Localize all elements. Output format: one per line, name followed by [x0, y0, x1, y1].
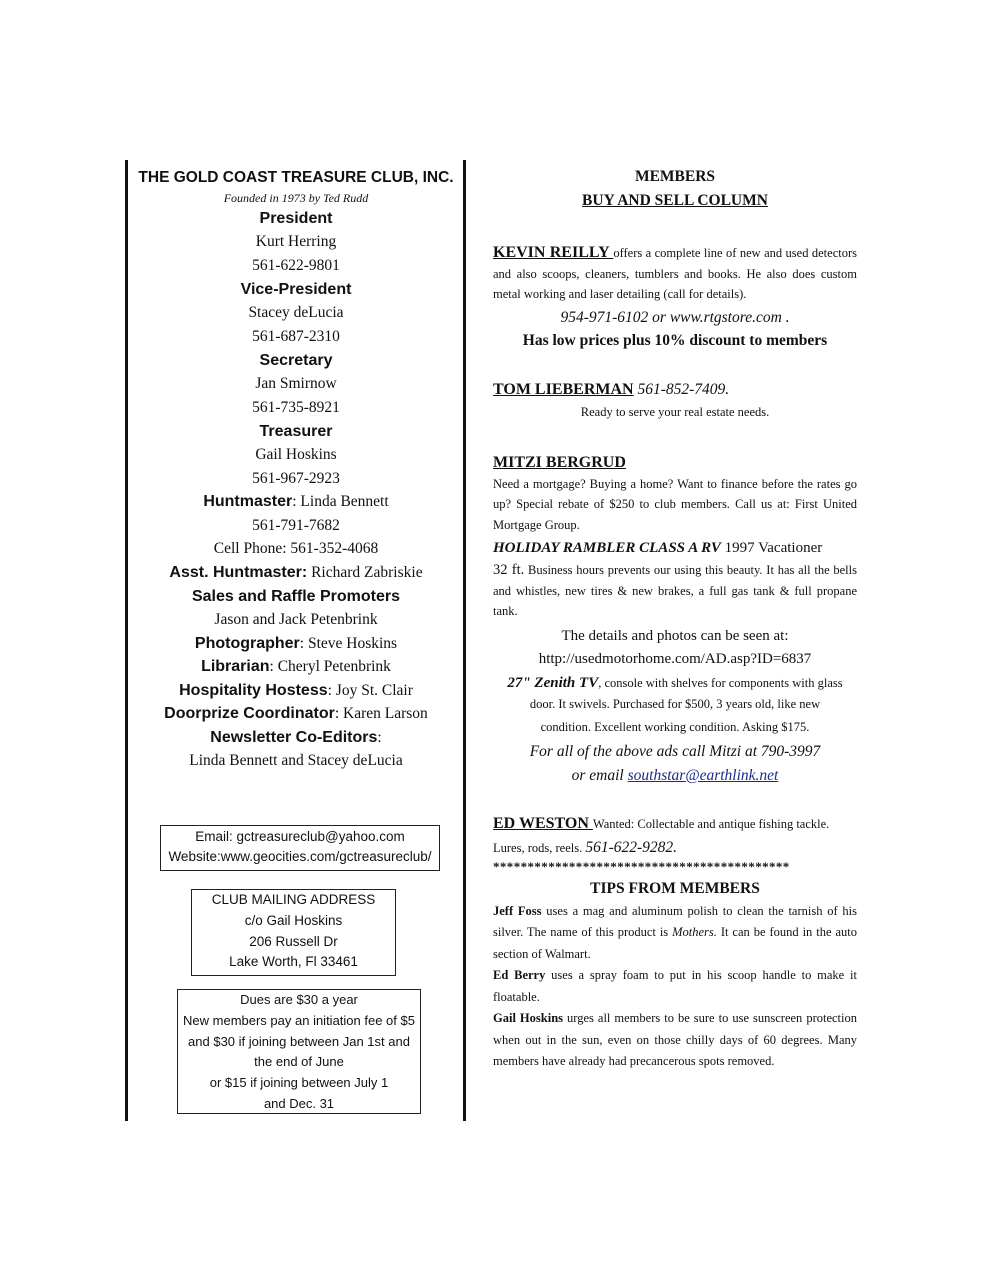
sales-label: Sales and Raffle Promoters — [191, 588, 401, 605]
mailing-line3: Lake Worth, Fl 33461 — [229, 954, 358, 970]
ad-rv-details2: http://usedmotorhome.com/AD.asp?ID=6837 — [538, 650, 812, 667]
dues-line2: New members pay an initiation fee of $5 — [183, 1012, 415, 1028]
ad-rv-size: 32 ft. — [493, 562, 525, 578]
ad-rv-body: Business hours prevents our using this beauty. It has all the bells and whistles, new tires & new brakes, a full gas tank & full propane tank. — [493, 563, 857, 618]
ad-lieberman-text: Ready to serve your real estate needs. — [580, 404, 770, 419]
ad-rv-details1: The details and photos can be seen at: — [561, 627, 789, 644]
newsletter-names: Linda Bennett and Stacey deLucia — [189, 752, 403, 769]
ad-lieberman-phone: 561-852-7409. — [633, 380, 730, 398]
ad-bergrud-text: Need a mortgage? Buying a home? Want to finance before the rates go up? Special rebate of $250 to club members. Call us at: First United Mortgage Group. — [493, 476, 857, 532]
librarian-name: : Cheryl Petenbrink — [269, 658, 391, 675]
ad-lieberman-name: TOM LIEBERMAN — [493, 380, 634, 398]
secretary-phone: 561-735-8921 — [252, 398, 340, 416]
ad-tv-line1 — [493, 672, 857, 694]
president-phone: 561-622-9801 — [252, 256, 340, 274]
ad-rv-title: HOLIDAY RAMBLER CLASS A RV — [493, 540, 721, 556]
mailing-line1: c/o Gail Hoskins — [244, 912, 343, 928]
treasurer-name: Gail Hoskins — [255, 446, 337, 463]
ad-weston-text2: Lures, rods, reels. — [493, 840, 586, 855]
photographer-name: : Steve Hoskins — [299, 634, 398, 652]
ad-mitzi-email-line — [493, 764, 857, 788]
hospitality-label: Hospitality Hostess — [179, 681, 328, 699]
treasurer-phone: 561-967-2923 — [252, 469, 340, 487]
doorprize-label: Doorprize Coordinator — [164, 705, 335, 722]
ad-reilly-discount: Has low prices plus 10% discount to members — [522, 331, 828, 349]
ad-mitzi-call: For all of the above ads call Mitzi at 790-3997 — [529, 742, 821, 760]
ad-reilly-text: offers a complete line of new and used detectors and also scoops, cleaners, tumblers and books. He also does custom metal working and laser detailing (call for details). — [493, 246, 857, 301]
mailing-line2: 206 Russell Dr — [249, 933, 338, 949]
tip-foss-product: Mothers. — [672, 925, 717, 939]
ad-weston-text: Wanted: Collectable and antique fishing tackle. — [592, 816, 830, 831]
stars-divider: ******************************************* — [493, 858, 790, 874]
mailing-address-box — [191, 889, 396, 976]
tip-berry-text: uses a spray foam to put in his scoop handle to make it floatable. — [493, 968, 857, 1004]
ad-tv-text3: condition. Excellent working condition. Asking $175. — [540, 719, 810, 734]
newsletter-colon: : — [377, 728, 382, 746]
tip-foss-text-b: It can be found in the auto section of Walmart. — [493, 925, 857, 961]
contact-website: Website:www.geocities.com/gctreasureclub/ — [168, 849, 432, 864]
tip-foss-text-a: uses a mag and aluminum polish to clean the tarnish of his silver. The name of this product is — [493, 903, 857, 939]
ad-bergrud-name: MITZI BERGRUD — [493, 453, 626, 471]
ad-rv-year: 1997 Vacationer — [720, 540, 823, 556]
president-name: Kurt Herring — [255, 233, 337, 250]
dues-line5: or $15 if joining between July 1 — [209, 1075, 389, 1091]
club-title: THE GOLD COAST TREASURE CLUB, INC. — [138, 169, 454, 186]
officers-column — [130, 165, 462, 773]
tip-hoskins-text: urges all members to be sure to use sunscreen protection when out in the sun, even on those chilly days of 60 degrees. Many members have already had precancerous spots removed. — [493, 1011, 858, 1068]
ad-lieberman — [493, 378, 857, 402]
president-label: President — [259, 210, 333, 227]
vp-label: Vice-President — [240, 281, 352, 298]
photographer-line — [130, 632, 462, 656]
librarian-label: Librarian — [201, 658, 270, 675]
ad-reilly-contact: 954-971-6102 or www.rtgstore.com . — [560, 308, 790, 326]
buy-sell-column — [493, 165, 857, 1073]
newsletter-label: Newsletter Co-Editors — [210, 728, 378, 746]
ad-weston-phone: 561-622-9282. — [585, 838, 678, 856]
asst-huntmaster-line — [130, 561, 462, 585]
secretary-label: Secretary — [259, 352, 333, 369]
center-vertical-rule — [463, 160, 466, 1121]
contact-box — [160, 825, 440, 871]
vp-name: Stacey deLucia — [248, 304, 344, 321]
ad-tv-text2: door. It swivels. Purchased for $500, 3 years old, like new — [529, 696, 821, 711]
asst-huntmaster-name: Richard Zabriskie — [307, 563, 423, 581]
ad-tv-title: 27" Zenith TV — [507, 674, 599, 691]
contact-email: Email: gctreasureclub@yahoo.com — [195, 829, 405, 844]
ad-reilly-name: KEVIN REILLY — [493, 244, 614, 261]
ad-weston-line2 — [493, 836, 857, 860]
doorprize-line — [130, 702, 462, 726]
tip-hoskins-name: Gail Hoskins — [493, 1011, 564, 1025]
tip-foss-name: Jeff Foss — [493, 903, 542, 918]
tip-foss — [493, 901, 857, 966]
dues-line1: Dues are $30 a year — [240, 992, 358, 1007]
mailing-title: CLUB MAILING ADDRESS — [211, 892, 376, 907]
asst-huntmaster-label: Asst. Huntmaster: — [169, 563, 308, 581]
tip-berry — [493, 965, 857, 1008]
left-vertical-rule — [125, 160, 128, 1121]
tip-hoskins — [493, 1008, 857, 1073]
huntmaster-label: Huntmaster — [203, 493, 293, 510]
ad-mitzi-email-link[interactable]: southstar@earthlink.net — [627, 766, 779, 784]
doorprize-name: : Karen Larson — [334, 705, 428, 722]
huntmaster-line — [130, 490, 462, 514]
hospitality-line — [130, 679, 462, 703]
tips-header: TIPS FROM MEMBERS — [590, 879, 760, 897]
librarian-line — [130, 655, 462, 679]
dues-line3: and $30 if joining between Jan 1st and — [188, 1033, 410, 1049]
ad-rv-title-line — [493, 536, 857, 560]
ad-mitzi-email-prefix: or email — [571, 766, 628, 784]
column-header-buy-sell: BUY AND SELL COLUMN — [582, 192, 768, 209]
treasurer-label: Treasurer — [259, 423, 333, 440]
hospitality-name: : Joy St. Clair — [327, 681, 413, 699]
huntmaster-cell: Cell Phone: 561-352-4068 — [213, 540, 379, 557]
photographer-label: Photographer — [194, 634, 300, 652]
dues-line4: the end of June — [254, 1054, 344, 1070]
ad-tv-text1: , console with shelves for components with glass — [598, 675, 843, 690]
dues-line6: and Dec. 31 — [263, 1095, 335, 1111]
ad-weston — [493, 812, 857, 836]
ad-reilly — [493, 243, 857, 305]
dues-box — [177, 989, 421, 1114]
founded-note: Founded in 1973 by Ted Rudd — [223, 191, 369, 205]
ad-weston-name: ED WESTON — [493, 814, 593, 832]
huntmaster-name: : Linda Bennett — [292, 493, 389, 510]
sales-names: Jason and Jack Petenbrink — [214, 611, 378, 628]
ad-rv-text — [493, 560, 857, 622]
vp-phone: 561-687-2310 — [252, 327, 340, 345]
secretary-name: Jan Smirnow — [255, 375, 337, 392]
huntmaster-phone: 561-791-7682 — [252, 516, 340, 534]
newsletter-line — [130, 726, 462, 750]
column-header-members: MEMBERS — [634, 168, 716, 185]
tip-berry-name: Ed Berry — [493, 968, 546, 982]
